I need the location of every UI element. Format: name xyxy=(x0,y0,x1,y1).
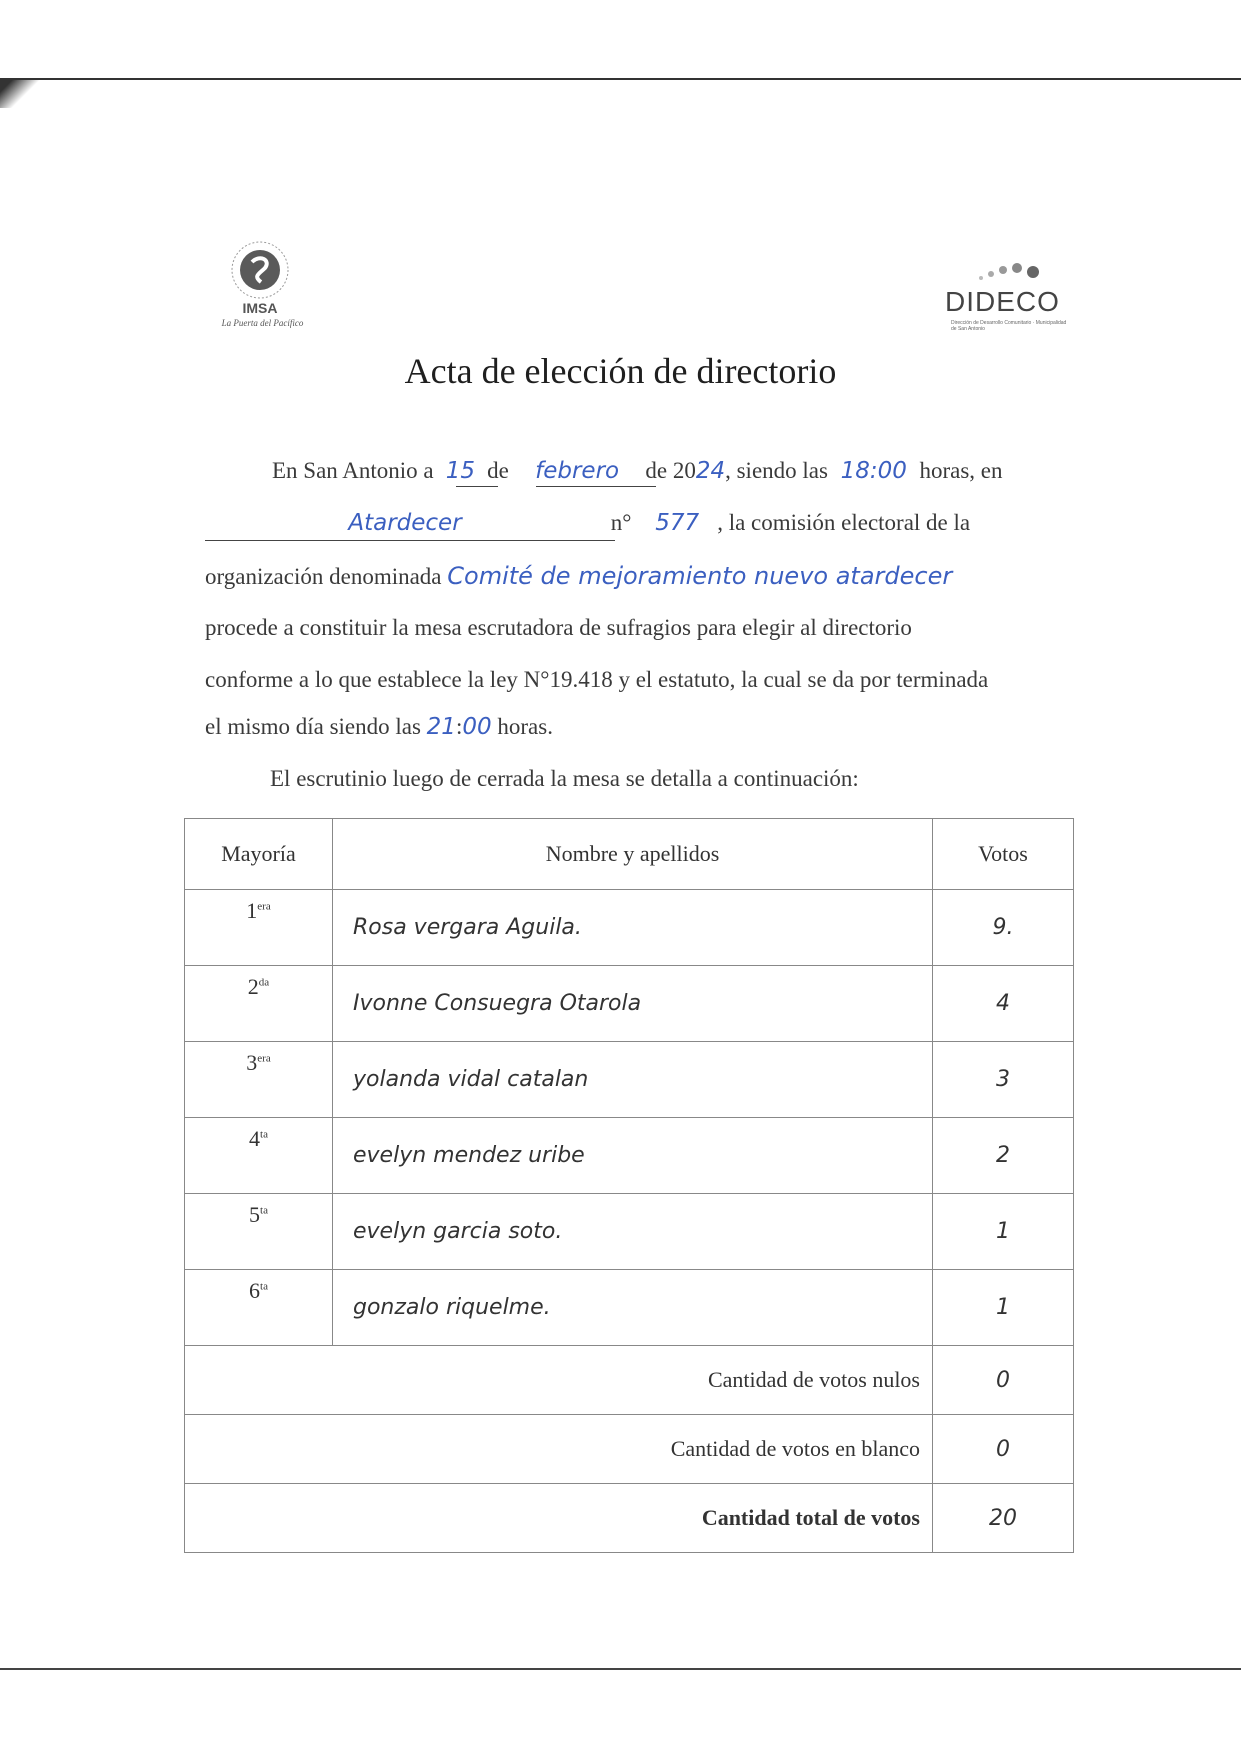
candidate-votes: 9. xyxy=(933,890,1074,966)
total-votes-value: 20 xyxy=(933,1484,1074,1553)
start-time-field: 18:00 xyxy=(840,458,907,484)
text-segment: horas. xyxy=(497,714,553,739)
dideco-logo xyxy=(945,258,1070,338)
candidate-votes: 3 xyxy=(933,1042,1074,1118)
paragraph-line-5: conforme a lo que establece la ley N°19.418 y el estatuto, la cual se da por terminada xyxy=(205,667,989,692)
paragraph-line-1 xyxy=(272,458,1003,484)
rank-suffix: era xyxy=(257,1052,271,1065)
null-votes-row xyxy=(185,1346,1074,1415)
scan-shadow xyxy=(0,78,40,108)
table-row xyxy=(185,966,1074,1042)
total-votes-row xyxy=(185,1484,1074,1553)
end-minute-field: 00 xyxy=(462,714,492,740)
rank-suffix: era xyxy=(257,900,271,913)
candidate-votes: 2 xyxy=(933,1118,1074,1194)
null-votes-value: 0 xyxy=(933,1346,1074,1415)
rank-cell xyxy=(185,890,333,966)
underline xyxy=(456,486,498,487)
rank-suffix: ta xyxy=(260,1128,268,1141)
imsa-emblem-icon xyxy=(205,240,320,302)
rank-cell xyxy=(185,1194,333,1270)
text-segment: de xyxy=(487,458,509,483)
paragraph-line-3 xyxy=(205,562,952,590)
candidate-name: Ivonne Consuegra Otarola xyxy=(333,966,933,1042)
underline xyxy=(205,540,615,541)
rank-number: 5 xyxy=(249,1202,261,1227)
blank-votes-value: 0 xyxy=(933,1415,1074,1484)
text-segment: : xyxy=(455,714,463,739)
paragraph-line-4: procede a constituir la mesa escrutadora de sufragios para elegir al directorio xyxy=(205,615,912,640)
header-name: Nombre y apellidos xyxy=(333,819,933,890)
candidate-votes: 4 xyxy=(933,966,1074,1042)
text-segment: , siendo las xyxy=(725,458,828,483)
table-header-row xyxy=(185,819,1074,890)
rank-cell xyxy=(185,1270,333,1346)
dots-icon xyxy=(975,258,1055,284)
text-segment: organización denominada xyxy=(205,564,442,589)
table-row xyxy=(185,1194,1074,1270)
blank-votes-row xyxy=(185,1415,1074,1484)
text-segment: horas, en xyxy=(919,458,1003,483)
day-field: 15 xyxy=(445,458,476,484)
candidate-name: yolanda vidal catalan xyxy=(333,1042,933,1118)
dideco-subtitle: Dirección de Desarrollo Comunitario · Municipalidad de San Antonio xyxy=(951,320,1067,332)
rank-suffix: ta xyxy=(260,1204,268,1217)
table-row xyxy=(185,1118,1074,1194)
table-row xyxy=(185,1042,1074,1118)
rank-number: 4 xyxy=(249,1126,261,1151)
rank-suffix: ta xyxy=(260,1280,268,1293)
candidate-name: gonzalo riquelme. xyxy=(333,1270,933,1346)
results-table xyxy=(184,818,1074,1553)
imsa-name: IMSA xyxy=(242,300,278,316)
rank-cell xyxy=(185,966,333,1042)
rank-suffix: da xyxy=(258,976,270,989)
header-votes: Votos xyxy=(933,819,1074,890)
candidate-name: evelyn garcia soto. xyxy=(333,1194,933,1270)
paragraph-line-6 xyxy=(205,714,553,740)
table-row xyxy=(185,890,1074,966)
header-majority: Mayoría xyxy=(185,819,333,890)
candidate-votes: 1 xyxy=(933,1194,1074,1270)
candidate-votes: 1 xyxy=(933,1270,1074,1346)
candidate-name: evelyn mendez uribe xyxy=(333,1118,933,1194)
org-field: Comité de mejoramiento nuevo atardecer xyxy=(447,562,953,590)
place-field: Atardecer xyxy=(348,510,462,536)
scan-edge-top xyxy=(0,78,1241,80)
imsa-logo xyxy=(205,240,320,340)
number-field: 577 xyxy=(655,510,700,536)
total-votes-label: Cantidad total de votos xyxy=(185,1484,933,1553)
scan-edge-bottom xyxy=(0,1668,1241,1670)
rank-cell xyxy=(185,1118,333,1194)
underline xyxy=(536,486,656,487)
text-segment: , la comisión electoral de la xyxy=(717,510,971,535)
rank-number: 2 xyxy=(247,974,259,999)
rank-number: 3 xyxy=(246,1050,258,1075)
dideco-name: DIDECO xyxy=(945,286,1060,317)
candidate-name: Rosa vergara Aguila. xyxy=(333,890,933,966)
rank-number: 6 xyxy=(249,1278,261,1303)
text-segment: En San Antonio a xyxy=(272,458,434,483)
null-votes-label: Cantidad de votos nulos xyxy=(185,1346,933,1415)
blank-votes-label: Cantidad de votos en blanco xyxy=(185,1415,933,1484)
year-field: 24 xyxy=(695,458,726,484)
table-row xyxy=(185,1270,1074,1346)
imsa-slogan: La Puerta del Pacífico xyxy=(221,318,304,328)
text-segment: el mismo día siendo las xyxy=(205,714,421,739)
page-title: Acta de elección de directorio xyxy=(404,351,837,391)
end-hour-field: 21 xyxy=(426,714,456,740)
paragraph-line-2 xyxy=(205,510,970,536)
rank-cell xyxy=(185,1042,333,1118)
text-segment: n° xyxy=(610,510,632,535)
text-segment: de 20 xyxy=(645,458,696,483)
month-field: febrero xyxy=(535,458,620,484)
rank-number: 1 xyxy=(246,898,258,923)
paragraph-line-7: El escrutinio luego de cerrada la mesa se detalla a continuación: xyxy=(270,766,859,791)
